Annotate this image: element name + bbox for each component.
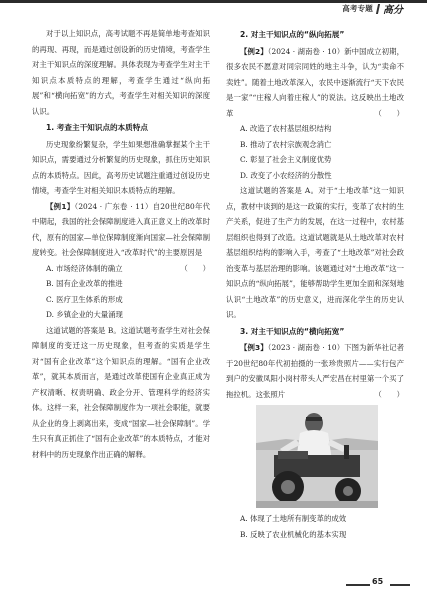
example-2-option-b: B. 推动了农村宗族观念消亡 [240, 139, 332, 149]
example-3-question [226, 340, 404, 402]
footer-dash-left [346, 584, 370, 586]
example-3-option-b: B. 反映了农业机械化的基本实现 [240, 529, 347, 539]
answer-blank: （ ） [180, 263, 210, 273]
section-1-paragraph: 历史现象纷繁复杂，学生如果想准确掌握某个主干知识点，需要通过分析繁复的历史现象，抓住历史知识点的本质特点。因此，高考历史试题注重通过创设历史情境，考查学生对相关知识本质特点的理解。 [32, 139, 210, 195]
example-1-option-d: D. 乡镇企业的大量涌现 [46, 310, 123, 319]
brand-column-name: 高考专题 [342, 4, 373, 13]
example-1-option-a: A. 市场经济体制的确立 [46, 263, 123, 273]
example-2-question [226, 44, 404, 122]
page-footer [0, 576, 427, 599]
example-2-analysis: 这道试题的答案是 A。对于“土地改革”这一知识点，教材中谈到的是这一政策的实行，变革了农村的生产关系，促进了生产力的发展，在这一过程中，农村基层组织也得到了改造。这道试题就是从土地改革对农村基层组织结构的影响入手，考查了“土地改革”对社会政治变革与基层治理的影响。该题通过对“土地改革”这一知识点的“纵向拓展”，能够帮助学生更加全面和深刻地认识“土地改革”的历史意义，进而深化学生的历史认识。 [226, 186, 404, 319]
brand-title: 高分 [383, 5, 403, 16]
section-heading-1: 1. 考查主干知识点的本质特点 [46, 123, 148, 132]
example-2-option-c: C. 彰显了社会主义制度优势 [240, 155, 332, 164]
left-column [32, 26, 210, 462]
section-heading-3: 3. 对主干知识点的“横向拓宽” [240, 326, 345, 336]
footer-dash-right [390, 584, 410, 586]
answer-blank: （ ） [374, 108, 404, 118]
example-3-text: （2023 · 湖南卷 · 10）下图为新华社记者于20世纪80年代初拍摄的一张珍贵照片——实行包产到户的安徽凤阳小岗村带头人严宏昌在村里第一个买了拖拉机。这张照片 [226, 343, 404, 399]
example-3-option-a: A. 体现了土地所有制变革的成效 [240, 514, 347, 523]
example-1-text: （2024 · 广东卷 · 11）自20世纪80年代中期起，我国的社会保障制度进入真正意义上的改革时代，原有的国家—单位保障制度渐向国家—社会保障制度转变。社会保障制度进入“改革时代”的主要原因是 [32, 201, 210, 257]
example-1-analysis: 这道试题的答案是 B。这道试题考查学生对社会保障制度的变迁这一历史现象，但考查的实质是学生对“国有企业改革”这个知识点的理解。“国有企业改革”，就其本质而言，是通过改革使国有企业真正成为产权清晰、权责明确、政企分开、管理科学的经济实体。这样一来，社会保障制度作为一项社会职能，就要从企业的身上剥离出来，变成“国家—社会保障制”。学生只有真正抓住了“国有企业改革”的本质特点，才能对材料中的历史现象作出正确的解释。 [32, 325, 210, 459]
example-2-label: 【例2】 [240, 46, 268, 56]
example-1-option-b: B. 国有企业改革的推进 [46, 279, 123, 288]
example-2-option-a: A. 改造了农村基层组织结构 [240, 124, 332, 133]
brand-divider [376, 4, 380, 14]
page-number: 65 [372, 577, 384, 586]
example-3-label: 【例3】 [240, 343, 268, 352]
right-column [226, 26, 404, 542]
example-1-label: 【例1】 [46, 201, 75, 211]
example-2-text: （2024 · 湖南卷 · 10）新中国成立初期，很多农民不愿意对同宗同姓的地主斗争，认为“卖命不卖姓”。随着土地改革深入，农民中逐渐流行“天下农民是一家”“庄稼人向着庄稼人”的说法。这反映出土地改革 [226, 46, 404, 118]
section-heading-2: 2. 对主干知识点的“纵向拓展” [240, 30, 345, 39]
example-2-option-d: D. 改变了小农经济的分散性 [240, 170, 332, 180]
answer-blank: （ ） [374, 389, 404, 399]
example-1-option-c: C. 医疗卫生体系的形成 [46, 294, 123, 304]
magazine-brand [342, 2, 403, 15]
intro-paragraph: 对于以上知识点，高考试题不再是简单地考查知识的再现、再现，而是通过创设新的历史情境，考查学生对主干知识点的深度理解。具体表现为考查学生对主干知识点本质特点的理解，考查学生通过“纵向拓展”和“横向拓宽”的方式，考查学生对相关知识的深度认识。 [32, 29, 210, 116]
page-header [0, 0, 427, 17]
tractor-photo [256, 405, 378, 508]
